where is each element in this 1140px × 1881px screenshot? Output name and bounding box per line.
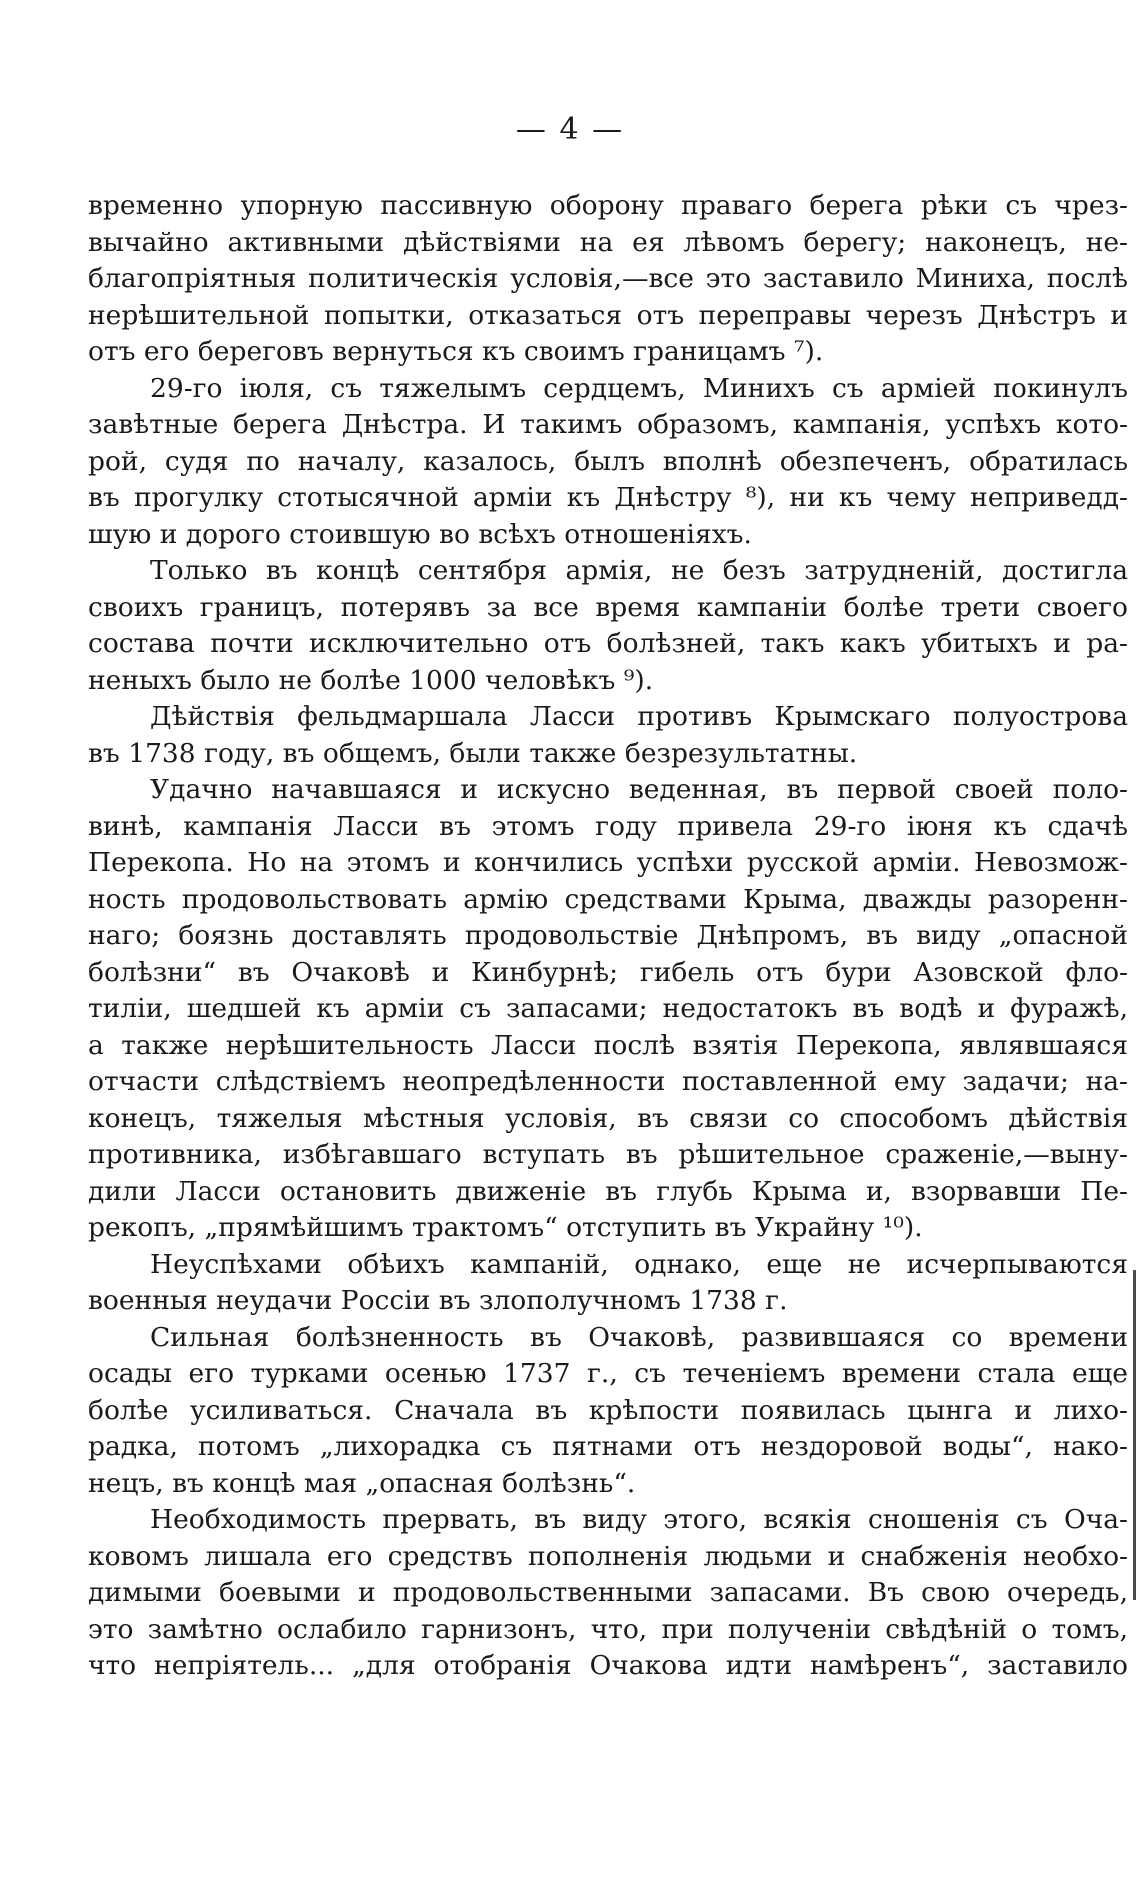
text-line: отъ его береговъ вернуться къ своимъ границамъ ⁷). bbox=[88, 336, 824, 367]
text-line: радка, потомъ „лихорадка съ пятнами отъ нездоровой воды“, нако- bbox=[88, 1431, 1128, 1462]
text-line: что непріятель... „для отобранія Очакова идти намѣренъ“, заставило bbox=[88, 1650, 1128, 1681]
text-line: нерѣшительной попытки, отказаться отъ переправы черезъ Днѣстръ и bbox=[88, 299, 1128, 331]
text-line: ность продовольствовать армію средствами Крыма, дважды разоренн- bbox=[88, 883, 1128, 915]
text-line: Дѣйствія фельдмаршала Ласси противъ Крымскаго полуострова bbox=[150, 701, 1128, 732]
text-line: болѣе усиливаться. Сначала въ крѣпости появилась цынга и лихо- bbox=[88, 1394, 1128, 1426]
text-line: дили Ласси остановить движеніе въ глубь Крыма и, взорвавши Пе- bbox=[88, 1175, 1128, 1207]
text-line: болѣзни“ въ Очаковѣ и Кинбурнѣ; гибель отъ бури Азовской фло- bbox=[88, 956, 1128, 988]
scan-edge-mark bbox=[1133, 1270, 1136, 1600]
text-line: Сильная болѣзненность въ Очаковѣ, развившаяся со времени bbox=[150, 1321, 1128, 1353]
text-line: въ прогулку стотысячной арміи къ Днѣстру ⁸), ни къ чему неприведд- bbox=[88, 482, 1128, 513]
text-line: рекопъ, „прямѣйшимъ трактомъ“ отступить въ Украйну ¹⁰). bbox=[88, 1212, 923, 1243]
text-line: неныхъ было не болѣе 1000 человѣкъ ⁹). bbox=[88, 664, 654, 696]
text-line: тиліи, шедшей къ арміи съ запасами; недостатокъ въ водѣ и фуражѣ, bbox=[88, 993, 1128, 1024]
text-line: конецъ, тяжелыя мѣстныя условія, въ связи со способомъ дѣйствія bbox=[88, 1102, 1128, 1134]
text-line: винѣ, кампанія Ласси въ этомъ году привела 29-го іюня къ сдачѣ bbox=[88, 810, 1128, 842]
text-line: отчасти слѣдствіемъ неопредѣленности поставленной ему задачи; на- bbox=[88, 1066, 1128, 1097]
text-line: временно упорную пассивную оборону праваго берега рѣки съ чрез- bbox=[88, 190, 1128, 221]
text-line: осады его турками осенью 1737 г., съ теченіемъ времени стала еще bbox=[88, 1358, 1128, 1389]
page-number: — 4 — bbox=[515, 112, 625, 147]
text-line: Удачно начавшаяся и искусно веденная, въ первой своей поло- bbox=[150, 774, 1128, 805]
text-line: своихъ границъ, потерявъ за все время кампаніи болѣе трети своего bbox=[88, 591, 1128, 623]
text-line: Необходимость прервать, въ виду этого, всякія сношенія съ Оча- bbox=[150, 1504, 1128, 1535]
text-line: рой, судя по началу, казалось, былъ вполнѣ обезпеченъ, обратилась bbox=[88, 445, 1128, 477]
text-line: Только въ концѣ сентября армія, не безъ затрудненій, достигла bbox=[150, 555, 1128, 586]
text-line: благопріятныя политическія условія,—все это заставило Миниха, послѣ bbox=[88, 263, 1128, 294]
text-line: Перекопа. Но на этомъ и кончились успѣхи русской арміи. Невозмож- bbox=[88, 847, 1128, 878]
text-line: а также нерѣшительность Ласси послѣ взятія Перекопа, являвшаяся bbox=[88, 1029, 1128, 1061]
text-line: противника, избѣгавшаго вступать въ рѣшительное сраженіе,—выну- bbox=[88, 1139, 1128, 1170]
text-line: состава почти исключительно отъ болѣзней, такъ какъ убитыхъ и ра- bbox=[88, 628, 1128, 659]
text-line: завѣтные берега Днѣстра. И такимъ образомъ, кампанія, успѣхъ кото- bbox=[88, 409, 1128, 440]
text-line: Неуспѣхами обѣихъ кампаній, однако, еще не исчерпываются bbox=[150, 1248, 1128, 1280]
text-line: ковомъ лишала его средствъ пополненія людьми и снабженія необхо- bbox=[88, 1540, 1128, 1572]
text-line: это замѣтно ослабило гарнизонъ, что, при полученіи свѣдѣній о томъ, bbox=[88, 1613, 1128, 1645]
text-line: димыми боевыми и продовольственными запасами. Въ свою очередь, bbox=[88, 1577, 1128, 1608]
text-line: 29-го іюля, съ тяжелымъ сердцемъ, Минихъ съ арміей покинулъ bbox=[150, 372, 1128, 404]
text-line: военныя неудачи Россіи въ злополучномъ 1738 г. bbox=[88, 1285, 788, 1316]
text-line: въ 1738 году, въ общемъ, были также безрезультатны. bbox=[88, 737, 858, 769]
text-line: нецъ, въ концѣ мая „опасная болѣзнь“. bbox=[88, 1467, 636, 1499]
text-line: наго; боязнь доставлять продовольствіе Днѣпромъ, въ виду „опасной bbox=[88, 920, 1128, 951]
body-text bbox=[88, 188, 1128, 1685]
text-line: шую и дорого стоившую во всѣхъ отношеніяхъ. bbox=[88, 518, 752, 550]
text-line: вычайно активными дѣйствіями на ея лѣвомъ берегу; наконецъ, не- bbox=[88, 226, 1128, 258]
